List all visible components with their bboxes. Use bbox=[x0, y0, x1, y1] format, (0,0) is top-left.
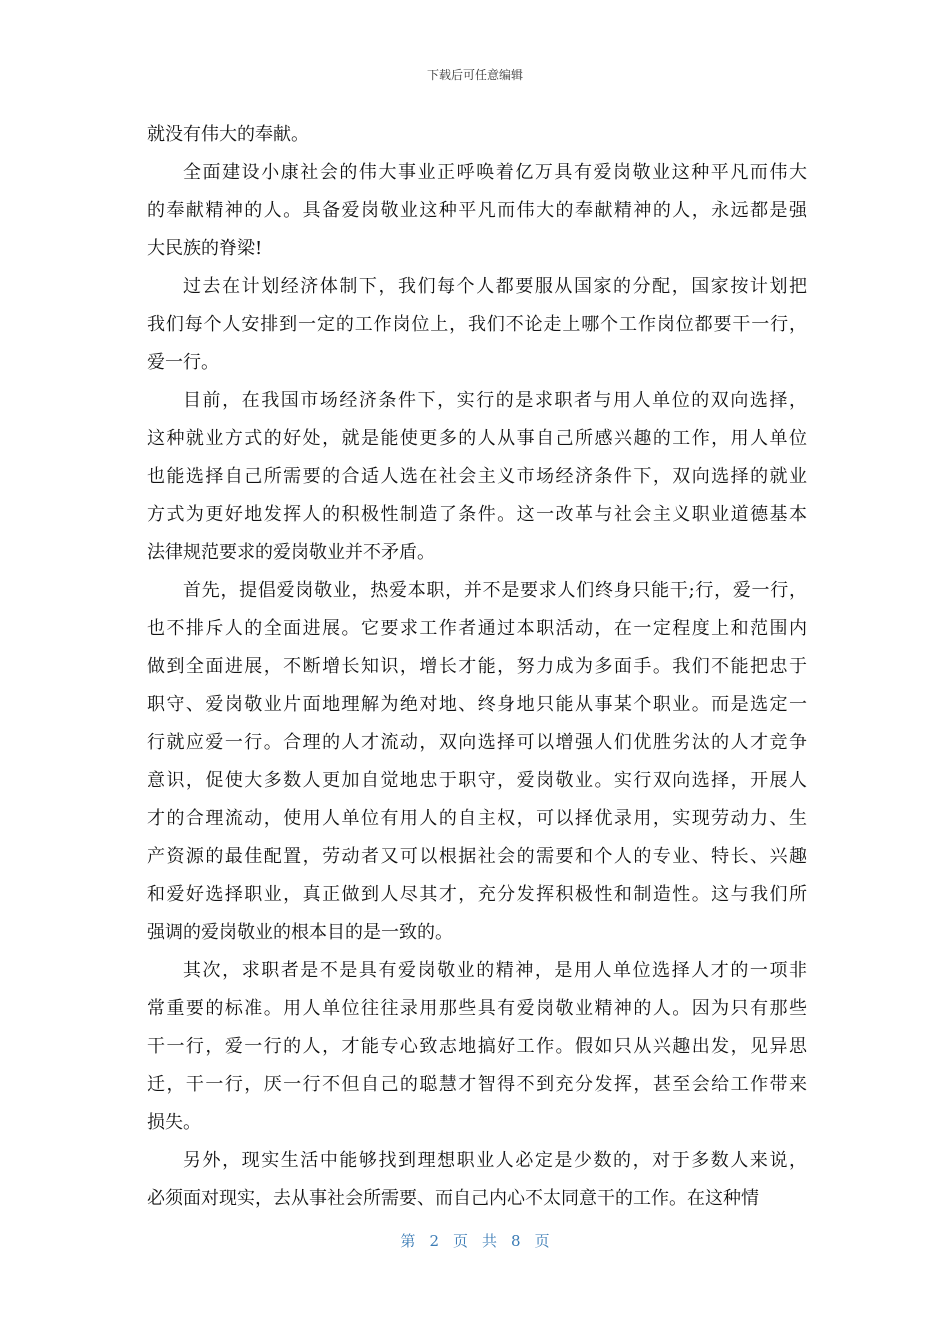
footer-ye: 页 bbox=[452, 1232, 468, 1250]
text-line: 行就应爱一行。合理的人才流动，双向选择可以增强人们优胜劣汰的人才竞争 bbox=[147, 732, 807, 753]
text-line: 我们每个人安排到一定的工作岗位上，我们不论走上哪个工作岗位都要干一行， bbox=[147, 314, 807, 335]
text-line: 这种就业方式的好处，就是能使更多的人从事自己所感兴趣的工作，用人单位 bbox=[147, 428, 807, 449]
footer-page-number: 2 bbox=[429, 1232, 439, 1250]
text-line: 大民族的脊梁! bbox=[147, 238, 263, 259]
document-body bbox=[147, 116, 807, 1218]
footer-gong: 共 bbox=[482, 1232, 498, 1250]
text-line: 必须面对现实，去从事社会所需要、而自己内心不太同意干的工作。在这种情 bbox=[147, 1188, 759, 1209]
text-line: 做到全面进展，不断增长知识，增长才能，努力成为多面手。我们不能把忠于 bbox=[147, 656, 807, 677]
text-line: 首先，提倡爱岗敬业，热爱本职，并不是要求人们终身只能干;行，爱一行， bbox=[183, 580, 807, 601]
text-line: 过去在计划经济体制下，我们每个人都要服从国家的分配，国家按计划把 bbox=[183, 276, 807, 297]
text-line: 产资源的最佳配置，劳动者又可以根据社会的需要和个人的专业、特长、兴趣 bbox=[147, 846, 807, 867]
text-line: 强调的爱岗敬业的根本目的是一致的。 bbox=[147, 922, 453, 943]
text-line: 损失。 bbox=[147, 1112, 201, 1133]
text-line: 另外，现实生活中能够找到理想职业人必定是少数的，对于多数人来说， bbox=[183, 1150, 807, 1171]
paragraph bbox=[147, 572, 807, 952]
text-line: 和爱好选择职业，真正做到人尽其才，充分发挥积极性和制造性。这与我们所 bbox=[147, 884, 807, 905]
paragraph bbox=[147, 952, 807, 1142]
text-line: 职守、爱岗敬业片面地理解为绝对地、终身地只能从事某个职业。而是选定一 bbox=[147, 694, 807, 715]
text-line: 爱一行。 bbox=[147, 352, 219, 373]
footer-di: 第 bbox=[400, 1232, 416, 1250]
paragraph bbox=[147, 268, 807, 382]
page-header: 下载后可任意编辑 bbox=[426, 68, 523, 82]
text-line: 其次，求职者是不是具有爱岗敬业的精神，是用人单位选择人才的一项非 bbox=[183, 960, 807, 981]
text-line: 方式为更好地发挥人的积极性制造了条件。这一改革与社会主义职业道德基本 bbox=[147, 504, 807, 525]
paragraph bbox=[147, 154, 807, 268]
text-line: 也不排斥人的全面进展。它要求工作者通过本职活动，在一定程度上和范围内 bbox=[147, 618, 807, 639]
paragraph bbox=[147, 382, 807, 572]
page-footer bbox=[0, 1230, 950, 1251]
text-line: 的奉献精神的人。具备爱岗敬业这种平凡而伟大的奉献精神的人，永远都是强 bbox=[147, 200, 807, 221]
text-line: 常重要的标准。用人单位往往录用那些具有爱岗敬业精神的人。因为只有那些 bbox=[147, 998, 807, 1019]
text-line: 全面建设小康社会的伟大事业正呼唤着亿万具有爱岗敬业这种平凡而伟大 bbox=[183, 162, 807, 183]
text-line: 意识，促使大多数人更加自觉地忠于职守，爱岗敬业。实行双向选择，开展人 bbox=[147, 770, 807, 791]
text-line: 目前，在我国市场经济条件下，实行的是求职者与用人单位的双向选择， bbox=[183, 390, 807, 411]
text-line: 就没有伟大的奉献。 bbox=[147, 124, 309, 145]
paragraph bbox=[147, 116, 807, 154]
text-line: 才的合理流动，使用人单位有用人的自主权，可以择优录用，实现劳动力、生 bbox=[147, 808, 807, 829]
text-line: 也能选择自己所需要的合适人选在社会主义市场经济条件下，双向选择的就业 bbox=[147, 466, 807, 487]
text-line: 迁，干一行，厌一行不但自己的聪慧才智得不到充分发挥，甚至会给工作带来 bbox=[147, 1074, 807, 1095]
footer-total-pages: 8 bbox=[511, 1232, 521, 1250]
paragraph bbox=[147, 1142, 807, 1218]
footer-ye2: 页 bbox=[534, 1232, 550, 1250]
text-line: 干一行，爱一行的人，才能专心致志地搞好工作。假如只从兴趣出发，见异思 bbox=[147, 1036, 807, 1057]
text-line: 法律规范要求的爱岗敬业并不矛盾。 bbox=[147, 542, 435, 563]
